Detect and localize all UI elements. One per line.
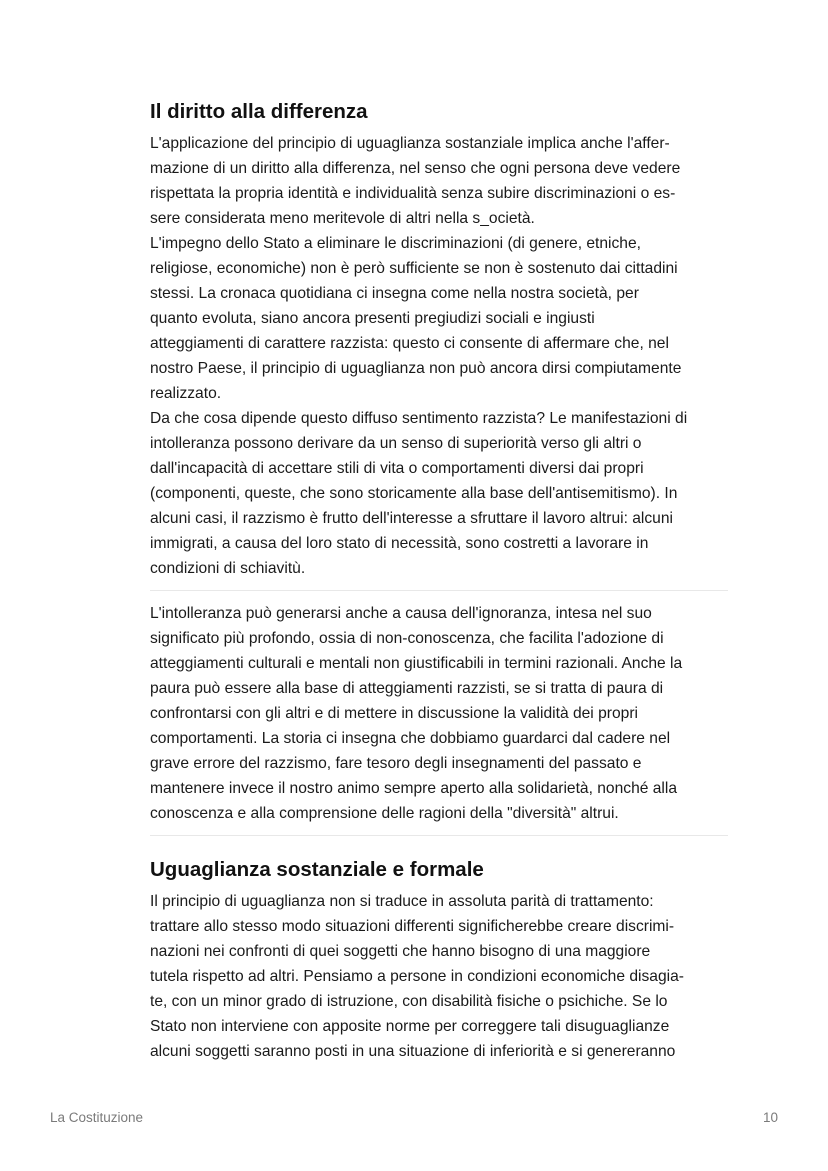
section-divider (150, 590, 728, 591)
text-line: stessi. La cronaca quotidiana ci insegna come nella nostra società, per (150, 285, 639, 302)
section-heading-diritto-differenza: Il diritto alla differenza (150, 100, 368, 123)
text-line: te, con un minor grado di istruzione, con disabilità fisiche o psichiche. Se lo (150, 993, 668, 1010)
text-line: L'impegno dello Stato a eliminare le discriminazioni (di genere, etniche, (150, 235, 641, 252)
text-line: intolleranza possono derivare da un senso di superiorità verso gli altri o (150, 435, 642, 452)
section-heading-uguaglianza: Uguaglianza sostanziale e formale (150, 858, 484, 881)
text-line: dall'incapacità di accettare stili di vita o comportamenti diversi dai propri (150, 460, 644, 477)
text-line: atteggiamenti di carattere razzista: questo ci consente di affermare che, nel (150, 335, 669, 352)
paragraph-diritto-differenza (150, 131, 728, 581)
section-divider (150, 835, 728, 836)
text-line: alcuni soggetti saranno posti in una situazione di inferiorità e si genereranno (150, 1043, 676, 1060)
page-content (150, 98, 728, 1064)
text-line: confrontarsi con gli altri e di mettere in discussione la validità dei propri (150, 705, 638, 722)
text-line: tutela rispetto ad altri. Pensiamo a persone in condizioni economiche disagia- (150, 968, 684, 985)
text-line: alcuni casi, il razzismo è frutto dell'interesse a sfruttare il lavoro altrui: alcuni (150, 510, 673, 527)
text-line: Il principio di uguaglianza non si traduce in assoluta parità di trattamento: (150, 893, 654, 910)
text-line: mantenere invece il nostro animo sempre aperto alla solidarietà, nonché alla (150, 780, 678, 797)
text-line: rispettata la propria identità e individualità senza subire discriminazioni o es- (150, 185, 676, 202)
text-line: atteggiamenti culturali e mentali non giustificabili in termini razionali. Anche la (150, 655, 683, 672)
text-line: paura può essere alla base di atteggiamenti razzisti, se si tratta di paura di (150, 680, 664, 697)
footer-book-title: La Costituzione (50, 1110, 144, 1125)
text-line: Da che cosa dipende questo diffuso sentimento razzista? Le manifestazioni di (150, 410, 688, 427)
text-line: L'intolleranza può generarsi anche a causa dell'ignoranza, intesa nel suo (150, 605, 652, 622)
text-line: religiose, economiche) non è però sufficiente se non è sostenuto dai cittadini (150, 260, 678, 277)
text-line: condizioni di schiavitù. (150, 560, 306, 577)
text-line: significato più profondo, ossia di non-conoscenza, che facilita l'adozione di (150, 630, 664, 647)
text-line: immigrati, a causa del loro stato di necessità, sono costretti a lavorare in (150, 535, 649, 552)
text-line: realizzato. (150, 385, 222, 402)
text-line: grave errore del razzismo, fare tesoro degli insegnamenti del passato e (150, 755, 642, 772)
text-line: trattare allo stesso modo situazioni differenti significherebbe creare discrimi- (150, 918, 675, 935)
text-line: L'applicazione del principio di uguaglianza sostanziale implica anche l'affer- (150, 135, 670, 152)
paragraph-uguaglianza (150, 889, 728, 1064)
text-line: conoscenza e alla comprensione delle ragioni della "diversità" altrui. (150, 805, 619, 822)
text-line: nostro Paese, il principio di uguaglianza non può ancora dirsi compiutamente (150, 360, 682, 377)
text-line: nazioni nei confronti di quei soggetti che hanno bisogno di una maggiore (150, 943, 651, 960)
text-line: mazione di un diritto alla differenza, nel senso che ogni persona deve vedere (150, 160, 681, 177)
text-line: sere considerata meno meritevole di altri nella s_ocietà. (150, 210, 535, 227)
text-line: quanto evoluta, siano ancora presenti pregiudizi sociali e ingiusti (150, 310, 595, 327)
text-line: Stato non interviene con apposite norme per correggere tali disuguaglianze (150, 1018, 670, 1035)
paragraph-intolleranza (150, 601, 728, 826)
text-line: comportamenti. La storia ci insegna che dobbiamo guardarci dal cadere nel (150, 730, 671, 747)
text-line: (componenti, queste, che sono storicamente alla base dell'antisemitismo). In (150, 485, 678, 502)
footer-page-number: 10 (762, 1110, 778, 1125)
